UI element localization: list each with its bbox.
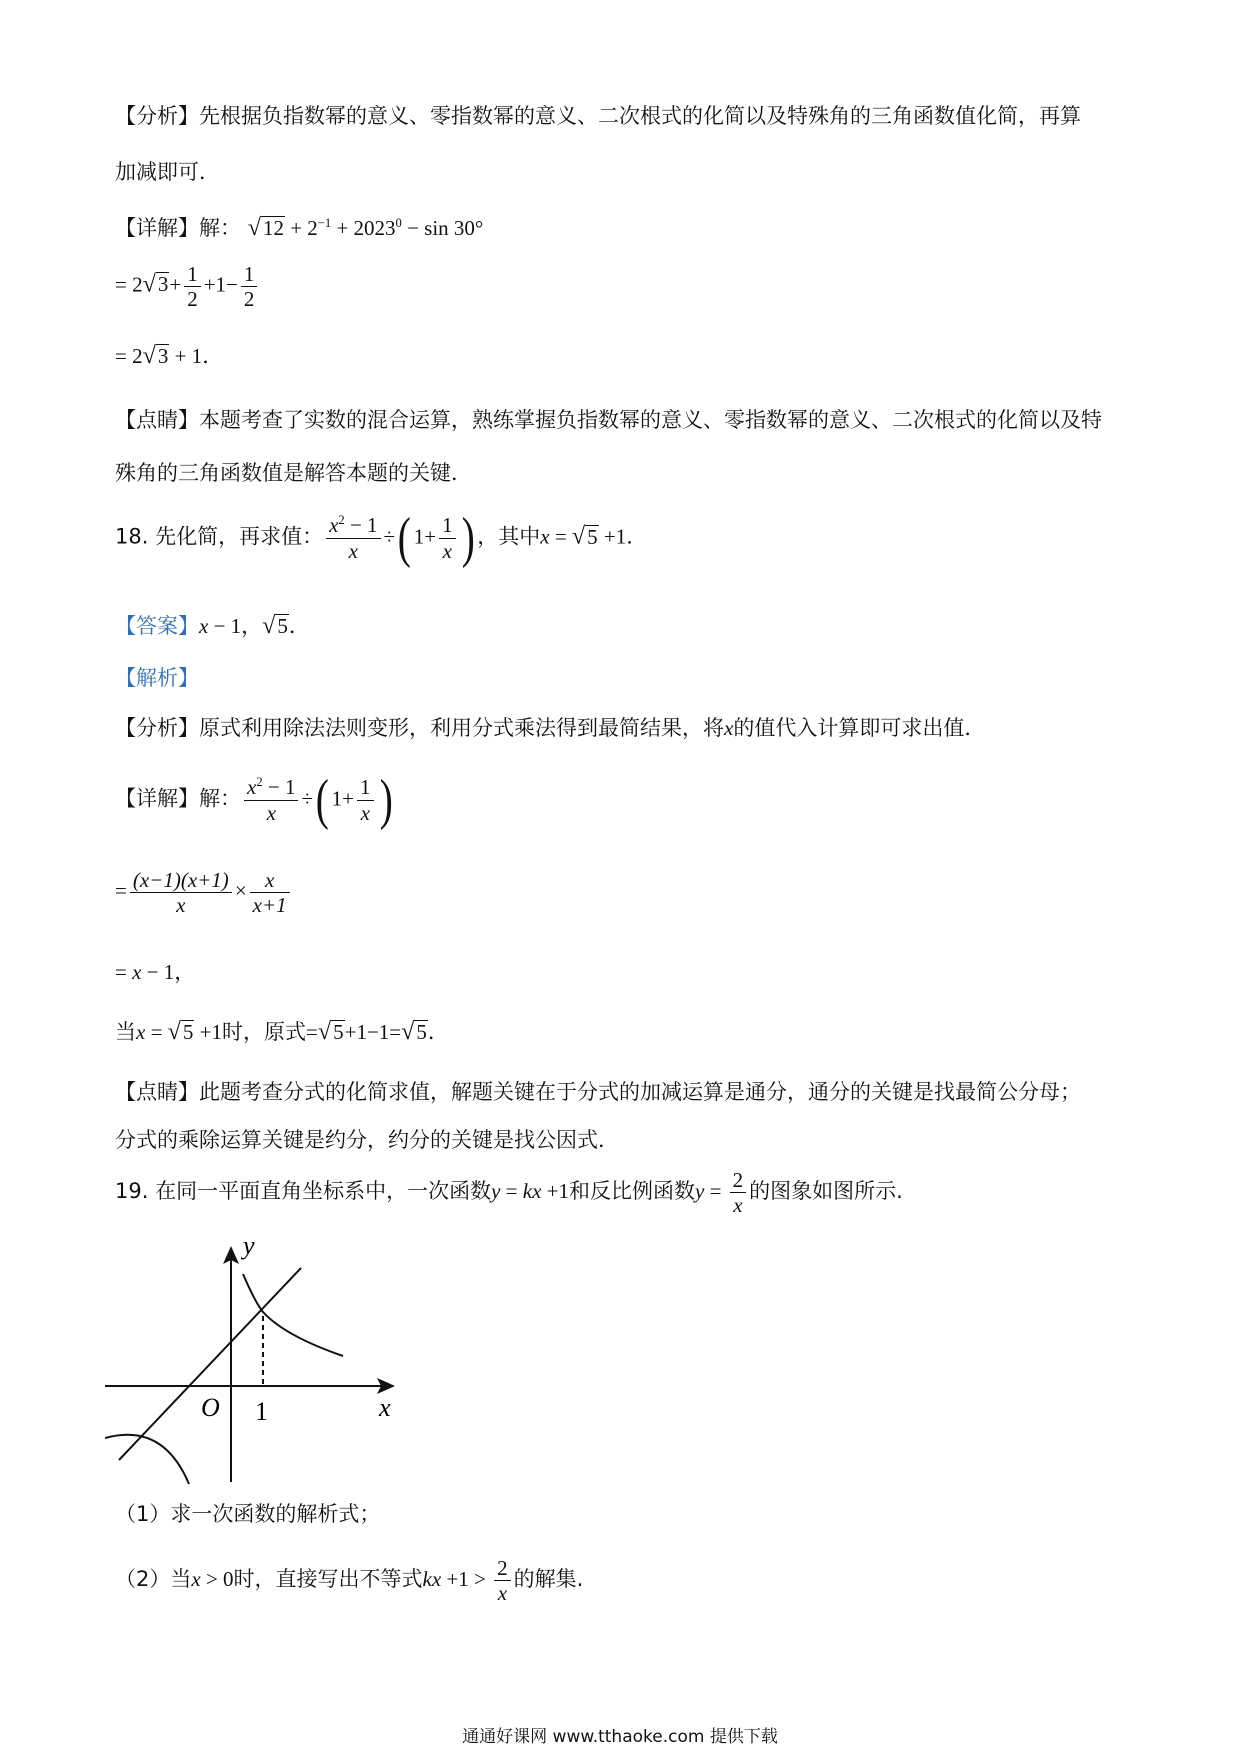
q18-step2 — [115, 960, 195, 985]
stem-end: 的图象如图所示. — [749, 1179, 903, 1204]
eq: = — [306, 1020, 318, 1044]
hyperbola-branch-q1 — [243, 1274, 343, 1356]
denominator: x — [360, 800, 370, 825]
div-sign: ÷ — [383, 524, 396, 549]
sqrt-arg: 5 — [182, 1020, 194, 1044]
var: x — [247, 775, 257, 800]
denominator: 2 — [243, 287, 255, 312]
eq: = — [500, 1179, 523, 1204]
shi: 时，原式 — [222, 1020, 307, 1044]
math-expr: $√12 + 2^{-1} + 2023^0 - \sin 30^\circ$ — [247, 214, 484, 241]
q18-detail-line — [115, 769, 395, 831]
eq: = 2 — [115, 344, 143, 368]
times: × — [234, 878, 247, 903]
detail-tag: 【详解】 — [115, 786, 199, 811]
page-footer: 通通好课网 www.tthaoke.com 提供下载 — [462, 1727, 778, 1747]
stem-lead: 18. 先化简，再求值： — [115, 524, 324, 549]
sin-term: sin 30° — [424, 216, 484, 240]
sep: ， — [174, 960, 196, 984]
op: + — [290, 216, 303, 240]
tail: + 1 — [174, 344, 203, 368]
analysis-text: 原式利用除法法则变形，利用分式乘法得到最简结果，将 — [199, 716, 724, 740]
fraction — [250, 868, 290, 917]
exp: 2 — [256, 775, 263, 790]
comment-text: 本题考查了实数的混合运算，熟练掌握负指数幂的意义、零指数幂的意义、二次根式的化简以及特 — [199, 408, 1102, 432]
num: 2 — [307, 216, 318, 240]
analysis-tag: 【分析】 — [115, 104, 199, 128]
q17-detail-line — [115, 214, 483, 243]
var: x — [540, 524, 550, 549]
numerator: 2 — [730, 1168, 747, 1193]
part2-mid: 时，直接写出不等式 — [233, 1567, 423, 1592]
eq: = — [115, 878, 127, 903]
q18-comment-line2 — [115, 1128, 619, 1153]
origin-label: O — [201, 1393, 220, 1422]
fraction — [244, 775, 298, 824]
var: x — [329, 513, 339, 538]
q17-analysis-line2 — [115, 160, 220, 185]
right-paren: ) — [379, 769, 393, 831]
var: x — [132, 960, 142, 984]
analysis-text: 先根据负指数幂的意义、零指数幂的意义、二次根式的化简以及特殊角的三角函数值化简，再算 — [199, 104, 1081, 128]
var: kx — [522, 1179, 542, 1204]
comment-tag: 【点睛】 — [115, 1080, 199, 1104]
when: 当 — [115, 1020, 136, 1044]
comment-text: 此题考查分式的化简求值，解题关键在于分式的加减运算是通分，通分的关键是找最简公分母； — [199, 1080, 1081, 1104]
q19-part1 — [115, 1502, 380, 1527]
denominator: x — [348, 538, 358, 563]
numerator: 1 — [184, 262, 201, 287]
num: 2023 — [353, 216, 396, 240]
var: x — [191, 1567, 201, 1592]
one-plus: 1+ — [331, 786, 354, 811]
sqrt-arg: 5 — [416, 1020, 427, 1044]
op: +1 > — [441, 1567, 492, 1592]
var: kx — [422, 1567, 442, 1592]
fraction — [130, 868, 232, 917]
op: + — [169, 272, 182, 297]
numerator: (x−1)(x+1) — [130, 868, 232, 893]
denominator: 2 — [187, 287, 198, 312]
sqrt-arg: 3 — [157, 344, 169, 368]
q19-stem — [115, 1168, 903, 1217]
op: − — [407, 216, 419, 240]
denominator: x — [497, 1581, 508, 1606]
q18-step3: 当x = √5 +1时，原式=√5+1−1=√5． — [115, 1018, 449, 1045]
fraction — [494, 1556, 511, 1605]
explain-tag: 【解析】 — [115, 666, 199, 690]
mid: +1−1= — [344, 1020, 402, 1044]
denominator: x+1 — [252, 893, 287, 918]
exp: 0 — [395, 216, 402, 230]
q19-part2 — [115, 1556, 583, 1605]
var: y — [491, 1179, 501, 1204]
q17-comment-line2 — [115, 461, 472, 486]
numerator: x — [250, 868, 290, 893]
exp: −1 — [317, 216, 332, 230]
fraction — [439, 513, 456, 562]
where-text: ，其中 — [477, 524, 541, 549]
part2-lead: （2）当 — [115, 1567, 192, 1592]
hyperbola-branch-q3 — [105, 1435, 189, 1484]
fraction — [326, 513, 380, 562]
tail: +1 — [598, 524, 627, 549]
cond: > 0 — [200, 1567, 234, 1592]
detail-lead: 解： — [199, 786, 241, 811]
one-plus: 1+ — [413, 524, 437, 549]
q17-comment-line1 — [115, 408, 1102, 433]
eq: = — [549, 524, 572, 549]
left-paren: ( — [397, 507, 411, 569]
eq: = — [145, 1020, 168, 1044]
tick-label-1: 1 — [255, 1397, 268, 1426]
numerator: 1 — [439, 513, 456, 538]
fraction — [241, 262, 258, 311]
answer-tag: 【答案】 — [115, 614, 199, 638]
analysis-tag: 【分析】 — [115, 716, 199, 740]
detail-tag: 【详解】 — [115, 216, 199, 240]
y-axis-label: y — [243, 1232, 255, 1260]
left-paren: ( — [315, 769, 329, 831]
q18-comment-line1 — [115, 1080, 1081, 1105]
sqrt-arg: 5 — [333, 1020, 344, 1044]
comment-text: 分式的乘除运算关键是约分，约分的关键是找公因式． — [115, 1128, 619, 1152]
q17-step2: = 2√3 + 1． — [115, 342, 224, 369]
sqrt-arg: 5 — [277, 614, 288, 638]
rest: − 1 — [262, 775, 296, 800]
div-sign: ÷ — [301, 786, 313, 811]
part1-text: （1）求一次函数的解析式； — [115, 1502, 381, 1526]
var: x — [724, 716, 734, 740]
comment-text: 殊角的三角函数值是解答本题的关键． — [115, 461, 472, 485]
x-axis-label: x — [379, 1393, 391, 1422]
right-paren: ) — [461, 507, 475, 569]
stem-lead: 19. 在同一平面直角坐标系中，一次函数 — [115, 1179, 492, 1204]
tail: +1 — [541, 1179, 569, 1204]
sqrt-arg: 12 — [262, 216, 284, 240]
function-graph — [105, 1232, 405, 1492]
denominator: x — [176, 893, 186, 918]
comment-tag: 【点睛】 — [115, 408, 199, 432]
numerator: 1 — [241, 262, 258, 287]
q17-step1: = 2√3+ $\frac{1}{2}$ +1− $\frac{1}{2}$ — [115, 262, 260, 311]
linear-function-line — [119, 1268, 301, 1460]
eq: = 2 — [115, 272, 143, 297]
eq: = — [704, 1179, 727, 1204]
op: +1− — [203, 272, 238, 297]
q18-answer: 【答案】x − 1，√5． — [115, 612, 310, 639]
analysis-text: 加减即可． — [115, 160, 220, 184]
fraction — [730, 1168, 747, 1217]
numerator: 2 — [494, 1556, 511, 1581]
numerator: 1 — [357, 775, 374, 800]
detail-lead: 解： — [199, 216, 241, 240]
dot: ． — [288, 614, 310, 638]
part2-end: 的解集. — [513, 1567, 584, 1592]
fraction — [184, 262, 201, 311]
denominator: x — [442, 538, 452, 563]
tail: +1 — [194, 1020, 223, 1044]
eq: = — [115, 960, 127, 984]
stem-mid: 和反比例函数 — [569, 1179, 695, 1204]
rest: − 1 — [344, 513, 378, 538]
op: + — [336, 216, 349, 240]
q18-step1 — [115, 868, 293, 917]
analysis-text: 的值代入计算即可求出值． — [733, 716, 986, 740]
q18-explain-tag — [115, 666, 199, 691]
denominator: x — [266, 800, 276, 825]
dot: ． — [626, 524, 648, 549]
exp: 2 — [338, 513, 345, 528]
q18-analysis — [115, 716, 985, 741]
rest: − 1 — [141, 960, 175, 984]
dot: ． — [202, 344, 224, 368]
sep: ， — [241, 614, 263, 638]
rest: − 1 — [208, 614, 242, 638]
q18-stem: 18. 先化简，再求值： $\frac{x^2 - 1}{x}$ ÷( 1+ $\frac{1}{x}$ ) ，其中x = √5 +1． — [115, 507, 648, 569]
sqrt-arg: 3 — [157, 272, 169, 297]
q17-analysis-line1 — [115, 104, 1081, 129]
var: x — [199, 614, 209, 638]
denominator: x — [733, 1193, 743, 1218]
fraction — [357, 775, 374, 824]
var: x — [136, 1020, 146, 1044]
var: y — [695, 1179, 705, 1204]
dot: ． — [427, 1020, 449, 1044]
sqrt-arg: 5 — [587, 524, 598, 549]
